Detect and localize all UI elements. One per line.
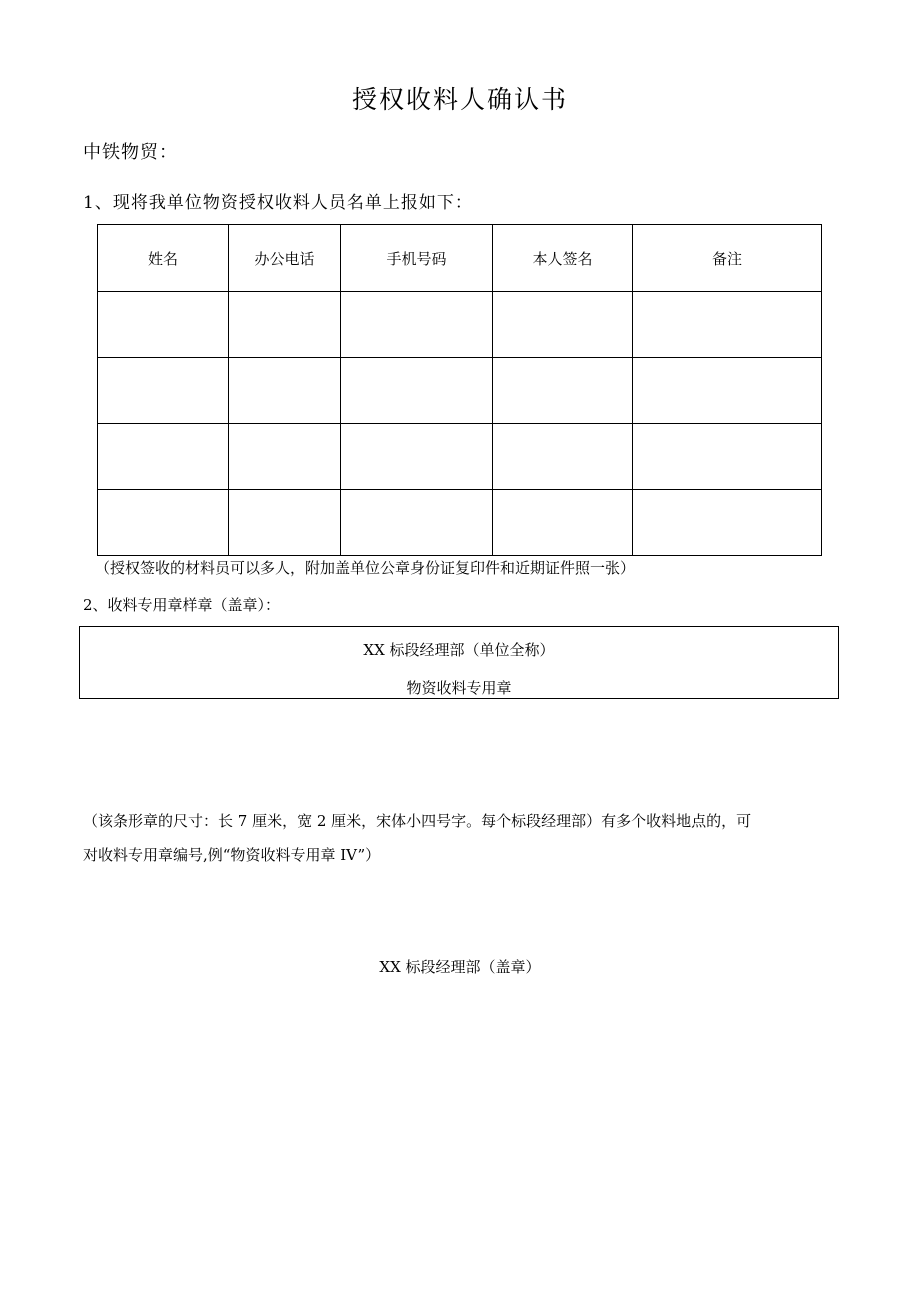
- authorized-receiver-table: [97, 224, 822, 556]
- table-cell[interactable]: [229, 358, 341, 424]
- signature-line: XX 标段经理部（盖章）: [379, 958, 541, 976]
- header-office-phone: 办公电话: [229, 225, 341, 292]
- table-row: [98, 358, 822, 424]
- table-cell[interactable]: [229, 424, 341, 490]
- table-footnote: （授权签收的材料员可以多人，附加盖单位公章身份证复印件和近期证件照一张）: [95, 559, 636, 577]
- table-cell[interactable]: [493, 490, 633, 556]
- header-remarks: 备注: [633, 225, 822, 292]
- table-cell[interactable]: [229, 292, 341, 358]
- addressee: 中铁物贸：: [83, 142, 178, 163]
- table-cell[interactable]: [341, 292, 493, 358]
- table-cell[interactable]: [341, 358, 493, 424]
- table-cell[interactable]: [633, 358, 822, 424]
- stamp-spec-note-line: 对收料专用章编号,例“物资收料专用章 IV”）: [83, 846, 381, 864]
- table-cell[interactable]: [98, 358, 229, 424]
- table-cell[interactable]: [229, 490, 341, 556]
- table-row: [98, 424, 822, 490]
- stamp-unit-name: XX 标段经理部（单位全称）: [363, 641, 555, 659]
- table-cell[interactable]: [493, 424, 633, 490]
- stamp-purpose: 物资收料专用章: [406, 679, 512, 697]
- table-row: [98, 490, 822, 556]
- table-cell[interactable]: [493, 292, 633, 358]
- section-2-heading: 2、收料专用章样章（盖章）：: [83, 596, 281, 614]
- table-header-row: [98, 225, 822, 292]
- table-cell[interactable]: [493, 358, 633, 424]
- section-1-heading: 1、现将我单位物资授权收料人员名单上报如下：: [83, 193, 473, 213]
- table-cell[interactable]: [98, 424, 229, 490]
- header-name: 姓名: [98, 225, 229, 292]
- table-cell[interactable]: [341, 490, 493, 556]
- table-cell[interactable]: [633, 292, 822, 358]
- header-signature: 本人签名: [493, 225, 633, 292]
- table-cell[interactable]: [633, 490, 822, 556]
- table-cell[interactable]: [341, 424, 493, 490]
- header-mobile-number: 手机号码: [341, 225, 493, 292]
- stamp-spec-note: [83, 804, 843, 872]
- table-row: [98, 292, 822, 358]
- table-cell[interactable]: [98, 292, 229, 358]
- table-cell[interactable]: [98, 490, 229, 556]
- stamp-spec-note-line: （该条形章的尺寸：长 7 厘米，宽 2 厘米，宋体小四号字。每个标段经理部）有多个收料地点的，可: [83, 812, 752, 830]
- document-title: 授权收料人确认书: [351, 85, 568, 114]
- table-cell[interactable]: [633, 424, 822, 490]
